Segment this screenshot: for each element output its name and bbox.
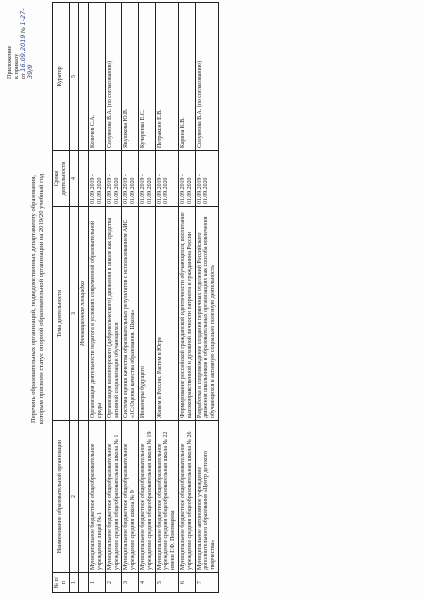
row-organization: Муниципальное бюджетное общеобразовательное учреждение средняя школа № 9: [122, 421, 139, 573]
row-topic: Живем в России. Растем в Югре: [155, 207, 178, 421]
row-topic: Организация волонтерского (добровольческого) движения в школе как средства активной социализации обучающихся: [105, 207, 122, 421]
row-organization: Муниципальное бюджетное общеобразовательное учреждение средняя общеобразовательная школа № 1: [105, 421, 122, 573]
table-row: [155, 3, 178, 593]
row-organization: Муниципальное автономное учреждение дополнительного образования «Центр детского творчества»: [195, 421, 218, 573]
row-organization: Муниципальное бюджетное общеобразовательное учреждение лицей № 1: [89, 421, 106, 573]
column-index: 1: [69, 573, 79, 593]
column-header-organization: Наименование образовательной организации: [53, 421, 70, 573]
row-topic: Организация деятельности педагога в условиях современной образовательной среды: [89, 207, 106, 421]
date-label: от: [20, 73, 27, 79]
table-row: [138, 3, 155, 593]
handwritten-date: 16.09.2019: [19, 34, 27, 72]
section-cell-empty: [79, 573, 89, 593]
row-number: 5: [155, 573, 178, 593]
row-period: 01.09.2019 - 01.09.2020: [138, 151, 155, 207]
row-organization: Муниципальное бюджетное общеобразовательное учреждение средняя общеобразовательная школа № 26: [178, 421, 195, 573]
document-heading: [30, 39, 45, 559]
column-header-period: Сроки деятельности: [53, 151, 70, 207]
table-column-numbers-row: [69, 3, 79, 593]
section-cell-empty: [79, 3, 89, 151]
handwritten-number: 1-27-39/9: [19, 8, 34, 79]
column-index: 4: [69, 151, 79, 207]
appendix-title: Приложение: [6, 45, 13, 79]
table-row: [122, 3, 139, 593]
row-period: 01.09.2019 - 01.09.2020: [155, 151, 178, 207]
column-index: 2: [69, 421, 79, 573]
row-curator: Козичев С.А.: [89, 3, 106, 151]
row-topic: Инженеры будущего: [138, 207, 155, 421]
row-number: 3: [122, 573, 139, 593]
section-title: Инновационная площадка: [79, 207, 89, 421]
organizations-table: [52, 2, 219, 593]
table-row: [195, 3, 218, 593]
row-organization: Муниципальное бюджетное общеобразовательное учреждение средняя общеобразовательная школа № 22 имени Г.Ф. Пономарева: [155, 421, 178, 573]
row-period: 01.09.2019 - 01.09.2020: [195, 151, 218, 207]
column-header-curator: Куратор: [53, 3, 70, 151]
row-curator: Солуянова В.А. (по согласованию): [195, 3, 218, 151]
row-number: 4: [138, 573, 155, 593]
section-cell-empty: [79, 421, 89, 573]
table-header-row: [53, 3, 70, 593]
table-row: [178, 3, 195, 593]
number-label: №: [20, 27, 27, 33]
column-header-topic: Тема деятельности: [53, 207, 70, 421]
row-period: 01.09.2019 - 01.09.2020: [105, 151, 122, 207]
row-period: 01.09.2019 - 01.09.2020: [89, 151, 106, 207]
heading-line-1: Перечень образовательных организаций, подведомственных департаменту образования,: [30, 175, 37, 423]
row-curator: Карина К.В.: [178, 3, 195, 151]
row-curator: Солуянова В.А. (по согласованию): [105, 3, 122, 151]
row-curator: Якушкова Ю.В.: [122, 3, 139, 151]
row-number: 2: [105, 573, 122, 593]
table-row: [89, 3, 106, 593]
row-period: 01.09.2019 - 01.09.2020: [178, 151, 195, 207]
row-period: 01.09.2019 - 01.09.2020: [122, 151, 139, 207]
table-row: [105, 3, 122, 593]
row-curator: Петраксин Е.В.: [155, 3, 178, 151]
section-row: [79, 3, 89, 593]
heading-line-2: которым присвоен статус опорной образовательной организации на 2019/20 учебный год: [37, 173, 45, 425]
row-curator: Кучеренко Е.С.: [138, 3, 155, 151]
column-index: 5: [69, 3, 79, 151]
column-index: 3: [69, 207, 79, 421]
column-header-number: № п/п: [53, 573, 70, 593]
row-topic: Система оценки качества образовательных результатов с использованием АИС «1С:Оценка качества образования. Школа»: [122, 207, 139, 421]
section-cell-empty: [79, 151, 89, 207]
appendix-order-label: к приказу: [13, 53, 20, 79]
row-number: 7: [195, 573, 218, 593]
row-organization: Муниципальное бюджетное общеобразовательное учреждение средняя общеобразовательная школа № 19: [138, 421, 155, 573]
row-topic: Формирование российской гражданской идентичности обучающихся, воспитание высоконравственной и духовной личности патриота и гражданина России: [178, 207, 195, 421]
row-number: 6: [178, 573, 195, 593]
row-number: 1: [89, 573, 106, 593]
row-topic: Разработка и сопровождение создания первичных отделений Российского движения школьников в образовательных организациях как способа вовлечения обучающихся в активную социально полезную деятельность: [195, 207, 218, 421]
